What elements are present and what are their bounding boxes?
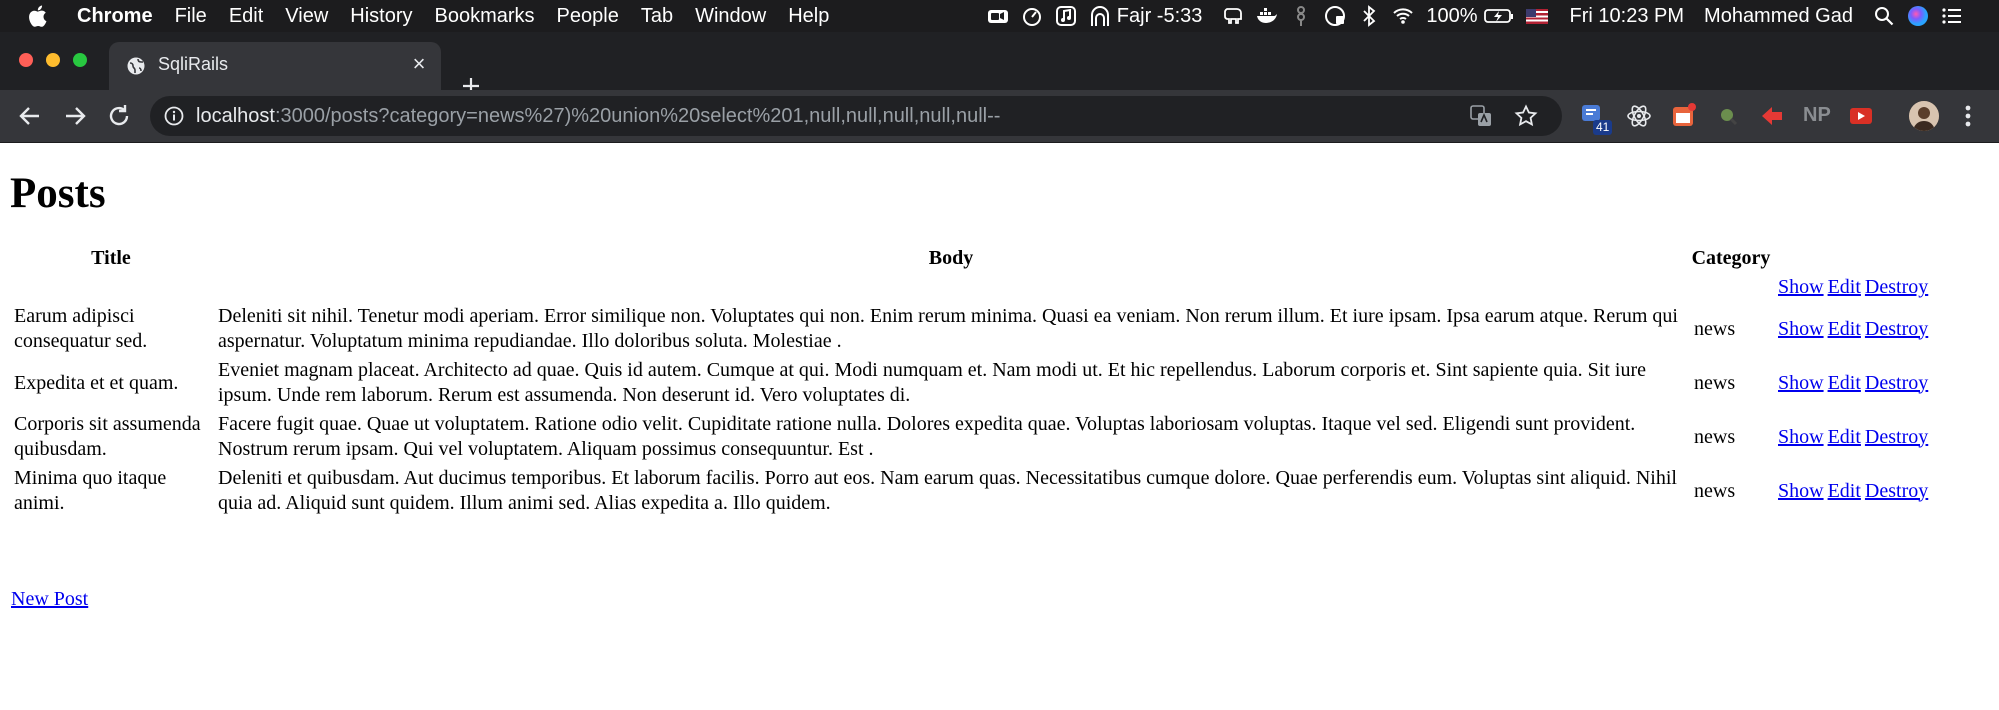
table-row: [10, 465, 1929, 517]
reload-icon[interactable]: [106, 103, 132, 129]
user-name[interactable]: Mohammed Gad: [1704, 4, 1853, 27]
vpn-lock-icon[interactable]: [1324, 5, 1346, 27]
profile-avatar[interactable]: [1909, 101, 1939, 131]
row-title: Minima quo itaque animi.: [14, 467, 167, 514]
destroy-link[interactable]: Destroy: [1864, 479, 1929, 502]
site-info-icon[interactable]: [164, 106, 184, 126]
row-body: Deleniti sit nihil. Tenetur modi aperiam. Error similique non. Voluptates qui non. Enim rerum minima. Quasi ea veniam. Non rerum illum. Et iure ipsam. Ipsa earum atque. Rerum qui aspernatur. Voluptatum minima repudiandae. Illo doloribus soluta. Molestiae .: [218, 305, 1678, 352]
column-header-actions: [1774, 245, 1929, 272]
menu-view[interactable]: View: [285, 5, 329, 27]
destroy-link[interactable]: Destroy: [1864, 276, 1929, 298]
address-bar[interactable]: [150, 96, 1562, 136]
video-camera-icon[interactable]: [987, 5, 1009, 27]
table-row: [10, 357, 1929, 409]
window-close-button[interactable]: [19, 53, 33, 67]
siri-icon[interactable]: [1907, 5, 1929, 27]
new-post-link[interactable]: New Post: [11, 588, 89, 610]
avatar-person-icon: [1909, 101, 1939, 131]
browser-toolbar: [0, 90, 1999, 143]
lens-extension-icon[interactable]: [1714, 102, 1742, 130]
row-category: news: [1694, 479, 1736, 502]
destroy-link[interactable]: Destroy: [1864, 425, 1929, 448]
show-link[interactable]: Show: [1778, 371, 1824, 394]
spotlight-search-icon[interactable]: [1873, 5, 1895, 27]
edit-link[interactable]: Edit: [1827, 317, 1861, 340]
music-note-icon[interactable]: [1055, 5, 1077, 27]
url-host: localhost: [196, 105, 275, 127]
bluetooth-icon[interactable]: [1358, 5, 1380, 27]
window-minimize-button[interactable]: [46, 53, 60, 67]
forward-arrow-icon[interactable]: [62, 103, 88, 129]
show-link[interactable]: Show: [1778, 479, 1824, 502]
arrow-extension-icon[interactable]: [1758, 102, 1786, 130]
tab-close-icon[interactable]: ×: [412, 51, 426, 76]
docker-whale-icon[interactable]: [1256, 5, 1278, 27]
battery-percent[interactable]: 100%: [1426, 4, 1478, 27]
tab-sqlirails[interactable]: [109, 42, 441, 90]
column-header-title: Title: [91, 247, 131, 269]
battery-charging-icon[interactable]: [1484, 5, 1514, 27]
row-category: news: [1694, 425, 1736, 448]
back-arrow-icon[interactable]: [17, 103, 43, 129]
notification-center-icon[interactable]: [1941, 5, 1963, 27]
macos-menu-bar: [0, 0, 1999, 32]
chrome-menu-icon[interactable]: [1956, 102, 1980, 130]
posts-table: [8, 243, 1931, 519]
timer-icon[interactable]: [1021, 5, 1043, 27]
menu-app-chrome[interactable]: Chrome: [77, 5, 153, 27]
edit-link[interactable]: Edit: [1827, 276, 1861, 298]
np-extension-icon[interactable]: NP: [1803, 104, 1831, 126]
row-body: Eveniet magnam placeat. Architecto ad quae. Quis id autem. Cumque at qui. Modi numquam et. Nam modi ut. Et hic repellendus. Laborum corporis et. Sint sapiente quia. Sit iure ipsum. Unde rem laborum. Rerum est assumenda. Non deserunt id. Vero voluptates di.: [218, 359, 1646, 406]
table-row: [10, 303, 1929, 355]
menu-bookmarks[interactable]: Bookmarks: [434, 5, 535, 27]
row-body: Facere fugit quae. Quae ut voluptatem. Ratione odio velit. Cupiditate ratione nulla. Dolores expedita quae. Voluptas laboriosam voluptas. Itaque vel sed. Eligendi sunt provident. Nostrum rerum ipsam. Qui vel voluptatem. Aliquam possimus consequuntur. Est .: [218, 413, 1636, 460]
menu-file[interactable]: File: [174, 5, 207, 27]
table-row: [10, 274, 1929, 301]
video-extension-icon[interactable]: [1847, 102, 1875, 130]
translate-icon[interactable]: [1470, 105, 1492, 127]
window-zoom-button[interactable]: [73, 53, 87, 67]
column-header-category: Category: [1691, 247, 1771, 269]
edit-link[interactable]: Edit: [1827, 371, 1861, 394]
row-category: news: [1694, 317, 1736, 340]
column-header-body: Body: [928, 247, 974, 269]
us-flag-input-source-icon[interactable]: [1526, 9, 1548, 24]
mosque-arch-icon[interactable]: [1089, 5, 1111, 27]
table-header-row: [10, 245, 1929, 272]
react-devtools-icon[interactable]: [1625, 102, 1653, 130]
row-title: Corporis sit assumenda quibusdam.: [14, 413, 201, 460]
tab-title: SqliRails: [158, 54, 229, 74]
menu-help[interactable]: Help: [788, 5, 830, 27]
row-category: [1690, 274, 1772, 301]
show-link[interactable]: Show: [1778, 425, 1824, 448]
row-body: Deleniti et quibusdam. Aut ducimus temporibus. Et laborum facilis. Porro aut eos. Nam earum quas. Necessitatibus cumque dolore. Quae perferendis eum. Voluptas sint aliquid. Nihil quia ad. Aliquid sunt quidem. Illum animi sed. Alias expedita a. Illo quidem.: [218, 467, 1677, 514]
destroy-link[interactable]: Destroy: [1864, 371, 1929, 394]
row-body: [214, 274, 1688, 301]
show-link[interactable]: Show: [1778, 276, 1824, 298]
keychain-icon[interactable]: [1290, 5, 1312, 27]
prayer-time-label[interactable]: Fajr -5:33: [1116, 4, 1203, 27]
url-path: :3000/posts?category=news%27)%20union%20select%201,null,null,null,null,null--: [274, 105, 1001, 127]
apple-logo-icon[interactable]: [26, 4, 48, 28]
menu-tab[interactable]: Tab: [640, 5, 674, 27]
row-title: [10, 274, 212, 301]
bookmark-star-icon[interactable]: [1514, 104, 1538, 128]
menu-history[interactable]: History: [350, 5, 413, 27]
page-title: Posts: [10, 170, 106, 217]
menu-people[interactable]: People: [556, 5, 619, 27]
menu-window[interactable]: Window: [695, 5, 767, 27]
globe-icon: [126, 56, 146, 76]
row-title: Earum adipisci consequatur sed.: [14, 305, 148, 352]
wifi-icon[interactable]: [1392, 5, 1414, 27]
calendar-extension-icon[interactable]: [1670, 102, 1698, 130]
tab-strip: [0, 32, 1999, 90]
show-link[interactable]: Show: [1778, 317, 1824, 340]
elephant-icon[interactable]: [1222, 5, 1244, 27]
row-title: Expedita et et quam.: [14, 371, 179, 394]
table-row: [10, 411, 1929, 463]
extension-badge-count: 41: [1593, 120, 1612, 135]
page-content: [0, 143, 1999, 710]
menu-edit[interactable]: Edit: [228, 5, 264, 27]
row-category: news: [1694, 371, 1736, 394]
url-text[interactable]: [196, 105, 1000, 128]
clock[interactable]: Fri 10:23 PM: [1569, 4, 1685, 27]
edit-link[interactable]: Edit: [1827, 425, 1861, 448]
edit-link[interactable]: Edit: [1827, 479, 1861, 502]
destroy-link[interactable]: Destroy: [1864, 317, 1929, 340]
